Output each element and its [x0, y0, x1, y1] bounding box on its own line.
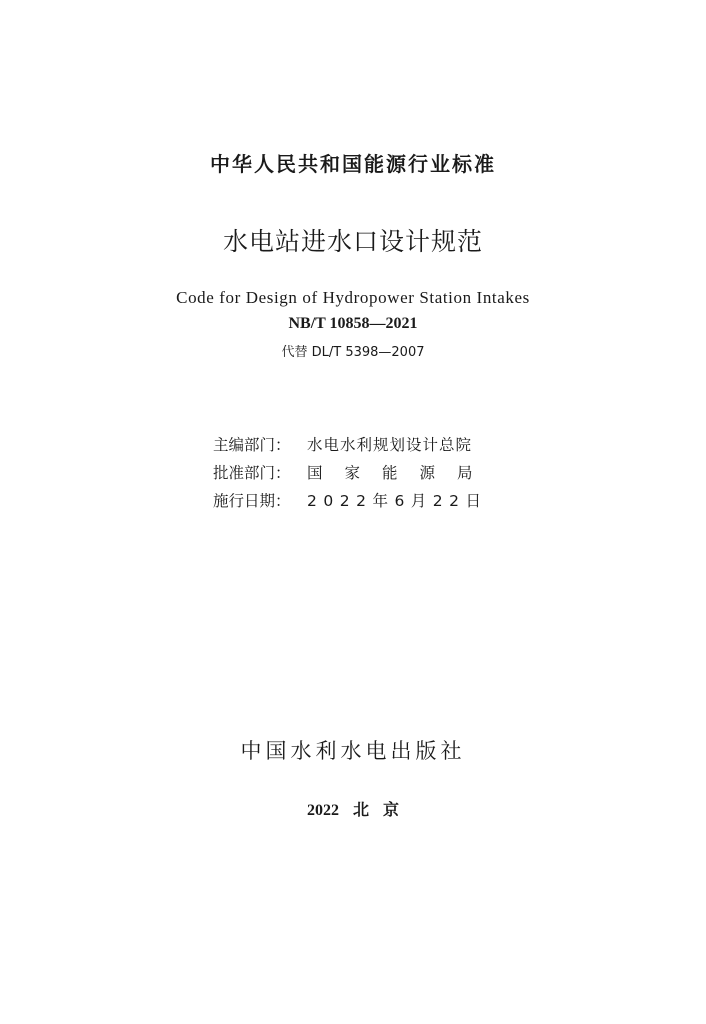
- publisher-name: 中国水利水电出版社: [240, 739, 466, 763]
- editor-label: 主编部门：: [213, 436, 291, 454]
- approver-label: 批准部门：: [213, 464, 291, 482]
- effective-date-value: 2022年6月22日: [307, 492, 488, 510]
- standard-code: NB/T 10858—2021: [288, 315, 418, 332]
- approver-value: 国家能源局: [307, 464, 495, 482]
- effective-date-label: 施行日期：: [213, 492, 291, 510]
- document-title-cn: 水电站进水口设计规范: [222, 227, 483, 256]
- effective-date-row: [213, 489, 488, 511]
- industry-standard-heading: 中华人民共和国能源行业标准: [210, 152, 496, 176]
- editor-row: [213, 433, 472, 455]
- approver-row: [213, 461, 495, 483]
- publication-place-year: 2022 北 京: [306, 802, 399, 819]
- editor-value: 水电水利规划设计总院: [307, 436, 473, 454]
- replaces-standard: 代替 DL/T 5398—2007: [281, 345, 425, 360]
- document-title-en: Code for Design of Hydropower Station Intakes: [176, 288, 530, 307]
